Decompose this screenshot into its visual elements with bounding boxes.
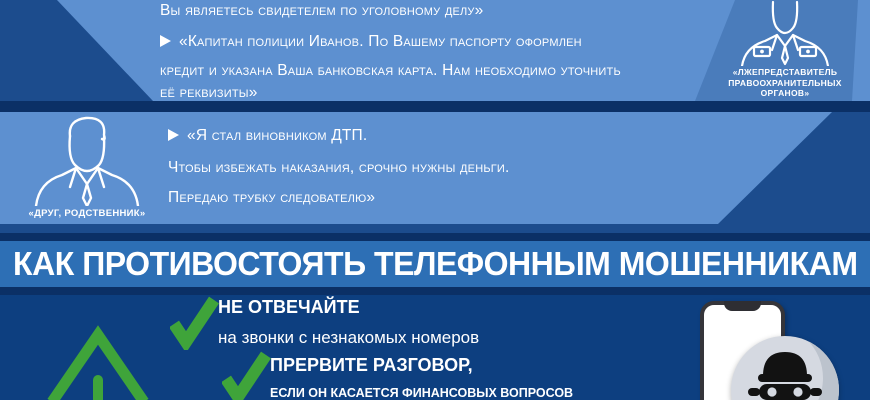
relative-label: «ДРУГ, РОДСТВЕННИК» <box>28 208 146 219</box>
quote-line <box>160 33 582 51</box>
suit-person-outline-icon <box>28 114 146 206</box>
play-bullet-icon <box>168 129 179 141</box>
title-banner <box>0 241 870 287</box>
tip-title: НЕ ОТВЕЧАЙТЕ <box>218 297 360 317</box>
tip-title: ПРЕРВИТЕ РАЗГОВОР, <box>270 355 473 375</box>
quote-line: Чтобы избежать наказания, срочно нужны деньги. <box>168 159 510 176</box>
checkmark-icon <box>170 296 220 350</box>
play-bullet-icon <box>160 35 171 47</box>
divider <box>0 101 870 112</box>
quote-text: «Я стал виновником ДТП. <box>187 127 368 144</box>
fake-police-label: «ЛЖЕПРЕДСТАВИТЕЛЬ ПРАВООХРАНИТЕЛЬНЫХ ОРГАНОВ» <box>728 67 842 99</box>
burglar-mask-icon <box>731 336 839 400</box>
tip-text: на звонки с незнакомых номеров <box>218 328 480 347</box>
tip-text: ЕСЛИ ОН КАСАЕТСЯ ФИНАНСОВЫХ ВОПРОСОВ <box>270 386 574 400</box>
quote-text: «Капитан полиции Иванов. По Вашему паспорту оформлен <box>179 33 582 50</box>
police-officer-outline-icon <box>732 0 838 66</box>
quote-line: её реквизиты» <box>160 84 258 101</box>
divider <box>0 233 870 241</box>
checkmark-icon <box>222 351 272 400</box>
divider <box>0 287 870 295</box>
quote-line: кредит и указана Ваша банковская карта. Нам необходимо уточнить <box>160 62 621 79</box>
quote-line: Передаю трубку следователю» <box>168 189 376 206</box>
phone-notch <box>724 301 761 311</box>
quote-line: Вы являетесь свидетелем по уголовному делу» <box>160 2 484 19</box>
quote-line <box>168 127 367 145</box>
green-triangle-logo <box>30 320 170 400</box>
page-title: КАК ПРОТИВОСТОЯТЬ ТЕЛЕФОННЫМ МОШЕННИКАМ <box>13 245 858 282</box>
